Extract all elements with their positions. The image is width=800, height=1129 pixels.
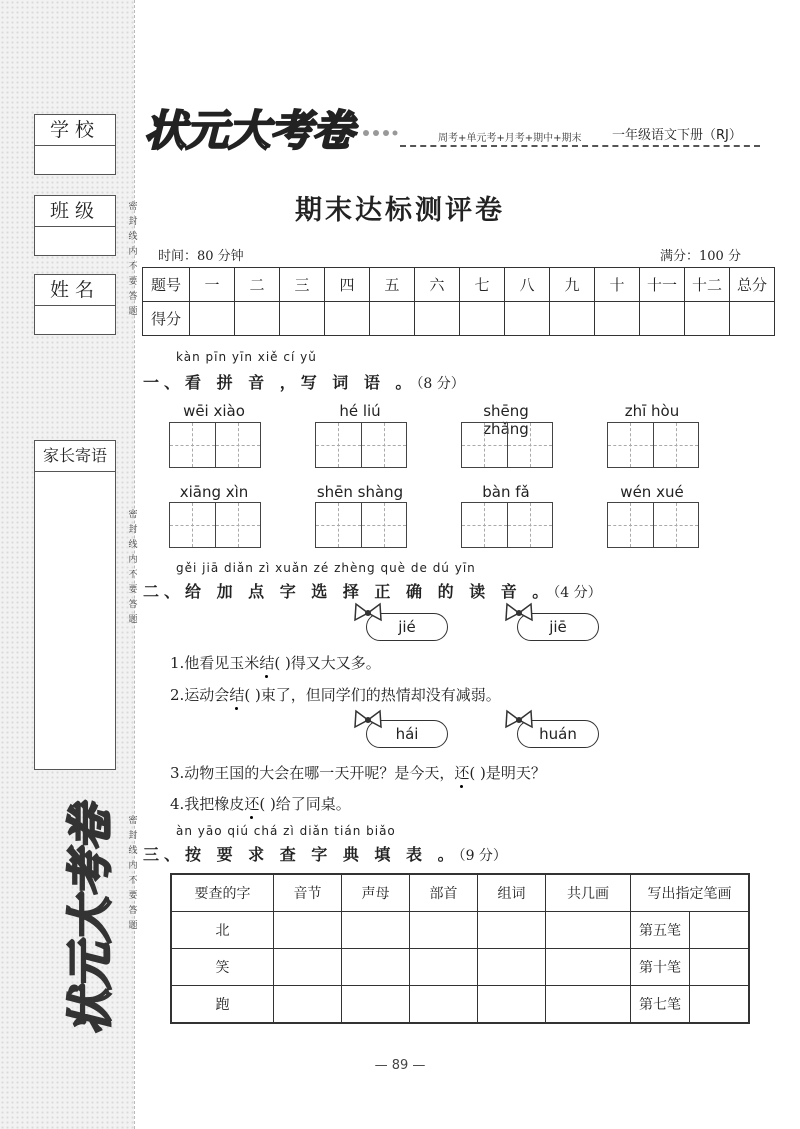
full-score: 满分：100 分 bbox=[660, 249, 741, 264]
brand-logo-text: 状元大考卷 bbox=[144, 106, 355, 155]
pronunciation-text: jiē bbox=[549, 618, 567, 636]
question-text: 3.动物王国的大会在哪一天开呢？是今天， bbox=[170, 764, 455, 782]
answer-cell[interactable] bbox=[342, 986, 410, 1024]
lookup-char: 北 bbox=[171, 912, 274, 949]
dict-header: 要查的字 bbox=[171, 874, 274, 912]
score-label: 得分 bbox=[143, 302, 190, 336]
pronunciation-text: jié bbox=[398, 618, 416, 636]
pinyin-word: shēng zhǎng bbox=[483, 402, 529, 438]
score-cell[interactable] bbox=[370, 302, 415, 336]
question-2 bbox=[170, 684, 501, 705]
writing-grid[interactable] bbox=[461, 502, 553, 548]
score-cell[interactable] bbox=[415, 302, 460, 336]
name-field[interactable] bbox=[35, 306, 115, 334]
answer-cell[interactable] bbox=[410, 986, 478, 1024]
pinyin-word: hé liú bbox=[339, 402, 381, 420]
pinyin-word: wén xué bbox=[620, 483, 684, 501]
score-col: 七 bbox=[460, 268, 505, 302]
question-1 bbox=[170, 652, 381, 673]
score-col: 五 bbox=[370, 268, 415, 302]
bow-icon bbox=[504, 602, 534, 624]
score-cell[interactable] bbox=[325, 302, 370, 336]
section3-title-text: 三、按 要 求 查 字 典 填 表 。 bbox=[143, 845, 459, 864]
question-blank[interactable]: ( )是明天？ bbox=[469, 764, 546, 782]
section2-points: （4 分） bbox=[553, 585, 602, 601]
writing-grid[interactable] bbox=[607, 422, 699, 468]
pinyin-word: bàn fǎ bbox=[482, 483, 530, 501]
section2-title bbox=[143, 579, 602, 602]
section2-pinyin: gěi jiā diǎn zì xuǎn zé zhèng què de dú yīn bbox=[176, 561, 476, 575]
writing-grid[interactable] bbox=[169, 502, 261, 548]
question-blank[interactable]: ( )得又大又多。 bbox=[274, 654, 381, 672]
parent-message-box bbox=[34, 440, 116, 770]
score-col: 一 bbox=[190, 268, 235, 302]
table-row bbox=[171, 912, 749, 949]
class-field[interactable] bbox=[35, 227, 115, 255]
answer-cell[interactable] bbox=[690, 986, 750, 1024]
parent-message-field[interactable] bbox=[35, 472, 115, 768]
grade-label: 一年级语文下册（RJ） bbox=[612, 128, 742, 143]
section2-title-text: 二、给 加 点 字 选 择 正 确 的 读 音 。 bbox=[143, 582, 554, 601]
question-3 bbox=[170, 762, 546, 783]
answer-cell[interactable] bbox=[410, 912, 478, 949]
section1-pinyin: kàn pīn yīn xiě cí yǔ bbox=[176, 350, 317, 364]
parent-message-label: 家长寄语 bbox=[35, 441, 115, 472]
pronunciation-text: huán bbox=[539, 725, 577, 743]
score-col: 九 bbox=[550, 268, 595, 302]
writing-grid[interactable] bbox=[607, 502, 699, 548]
answer-cell[interactable] bbox=[478, 912, 546, 949]
dotted-char: 还 bbox=[244, 795, 260, 813]
score-cell[interactable] bbox=[550, 302, 595, 336]
score-col: 四 bbox=[325, 268, 370, 302]
answer-cell[interactable] bbox=[274, 912, 342, 949]
score-cell[interactable] bbox=[685, 302, 730, 336]
header-rule bbox=[400, 145, 760, 147]
dotted-char: 还 bbox=[454, 764, 470, 782]
writing-grid[interactable] bbox=[315, 502, 407, 548]
school-field[interactable] bbox=[35, 146, 115, 174]
pinyin-word: zhī hòu bbox=[624, 402, 680, 420]
pinyin-word: shēn shàng bbox=[316, 483, 404, 501]
pronunciation-option[interactable] bbox=[366, 720, 448, 748]
score-cell[interactable] bbox=[460, 302, 505, 336]
dotted-char: 结 bbox=[259, 654, 275, 672]
answer-cell[interactable] bbox=[478, 986, 546, 1024]
stroke-prompt: 第七笔 bbox=[631, 986, 690, 1024]
answer-cell[interactable] bbox=[342, 949, 410, 986]
name-label: 姓名 bbox=[35, 275, 115, 306]
table-row bbox=[171, 949, 749, 986]
answer-cell[interactable] bbox=[690, 949, 750, 986]
dict-header: 共几画 bbox=[546, 874, 631, 912]
section1-title-text: 一、看 拼 音 ，写 词 语 。 bbox=[143, 373, 417, 392]
dict-header: 音节 bbox=[274, 874, 342, 912]
score-col: 三 bbox=[280, 268, 325, 302]
section1-points: （8 分） bbox=[416, 376, 465, 392]
score-cell[interactable] bbox=[640, 302, 685, 336]
question-blank[interactable]: ( )给了同桌。 bbox=[259, 795, 351, 813]
stroke-prompt: 第十笔 bbox=[631, 949, 690, 986]
pronunciation-option[interactable] bbox=[366, 613, 448, 641]
question-text: 1.他看见玉米 bbox=[170, 654, 260, 672]
answer-cell[interactable] bbox=[546, 986, 631, 1024]
score-col: 总分 bbox=[730, 268, 775, 302]
page-title: 期末达标测评卷 bbox=[295, 195, 505, 226]
answer-cell[interactable] bbox=[546, 912, 631, 949]
question-text: 4.我把橡皮 bbox=[170, 795, 245, 813]
bow-icon bbox=[353, 602, 383, 624]
score-value-row bbox=[143, 302, 775, 336]
page-number: — 89 — bbox=[374, 1058, 426, 1073]
score-table bbox=[142, 267, 775, 336]
dotted-char: 结 bbox=[229, 686, 245, 704]
score-col: 十二 bbox=[685, 268, 730, 302]
name-box bbox=[34, 274, 116, 335]
writing-grid[interactable] bbox=[461, 422, 553, 468]
dict-header: 声母 bbox=[342, 874, 410, 912]
stroke-prompt: 第五笔 bbox=[631, 912, 690, 949]
answer-cell[interactable] bbox=[274, 949, 342, 986]
score-cell[interactable] bbox=[190, 302, 235, 336]
score-cell[interactable] bbox=[730, 302, 775, 336]
score-col: 十 bbox=[595, 268, 640, 302]
pronunciation-option[interactable] bbox=[517, 720, 599, 748]
dict-header: 写出指定笔画 bbox=[631, 874, 750, 912]
dictionary-table bbox=[170, 873, 750, 1024]
brand-logo bbox=[140, 95, 400, 157]
pronunciation-text: hái bbox=[395, 725, 419, 743]
lookup-char: 笑 bbox=[171, 949, 274, 986]
class-label: 班级 bbox=[35, 196, 115, 227]
answer-cell[interactable] bbox=[342, 912, 410, 949]
pinyin-word: wēi xiào bbox=[183, 402, 245, 420]
sidebar-logo-graphic bbox=[48, 790, 128, 1040]
score-col: 六 bbox=[415, 268, 460, 302]
score-cell[interactable] bbox=[505, 302, 550, 336]
pronunciation-option[interactable] bbox=[517, 613, 599, 641]
question-blank[interactable]: ( )束了，但同学们的热情却没有减弱。 bbox=[244, 686, 501, 704]
dictionary-header-row bbox=[171, 874, 749, 912]
school-label: 学校 bbox=[35, 115, 115, 146]
bow-icon bbox=[504, 709, 534, 731]
question-text: 2.运动会 bbox=[170, 686, 230, 704]
section3-pinyin: àn yāo qiú chá zì diǎn tián biǎo bbox=[176, 824, 396, 838]
dict-header: 组词 bbox=[478, 874, 546, 912]
seal-text-3: 密 封 线 内 不 要 答 题 bbox=[128, 816, 138, 931]
score-header-row bbox=[143, 268, 775, 302]
table-row bbox=[171, 986, 749, 1024]
seal-text-1: 密 封 线 内 不 要 答 题 bbox=[128, 202, 138, 317]
section3-title bbox=[143, 842, 507, 865]
school-box bbox=[34, 114, 116, 175]
seal-text-2: 密 封 线 内 不 要 答 题 bbox=[128, 510, 138, 625]
pinyin-word: xiāng xìn bbox=[179, 483, 249, 501]
score-col: 十一 bbox=[640, 268, 685, 302]
lookup-char: 跑 bbox=[171, 986, 274, 1024]
answer-cell[interactable] bbox=[410, 949, 478, 986]
bow-icon bbox=[353, 709, 383, 731]
header-tagline: 周考+单元考+月考+期中+期末 bbox=[438, 133, 582, 144]
score-cell[interactable] bbox=[235, 302, 280, 336]
question-4 bbox=[170, 793, 351, 814]
section1-title bbox=[143, 370, 465, 393]
score-cell[interactable] bbox=[595, 302, 640, 336]
section3-points: （9 分） bbox=[458, 848, 507, 864]
answer-cell[interactable] bbox=[274, 986, 342, 1024]
score-col: 八 bbox=[505, 268, 550, 302]
writing-grid[interactable] bbox=[315, 422, 407, 468]
question-number-label: 题号 bbox=[143, 268, 190, 302]
answer-cell[interactable] bbox=[546, 949, 631, 986]
time-limit: 时间：80 分钟 bbox=[158, 249, 244, 264]
writing-grid[interactable] bbox=[169, 422, 261, 468]
sidebar-logo-text: 状元大考卷 bbox=[63, 805, 117, 1035]
score-cell[interactable] bbox=[280, 302, 325, 336]
score-col: 二 bbox=[235, 268, 280, 302]
dict-header: 部首 bbox=[410, 874, 478, 912]
answer-cell[interactable] bbox=[478, 949, 546, 986]
answer-cell[interactable] bbox=[690, 912, 750, 949]
